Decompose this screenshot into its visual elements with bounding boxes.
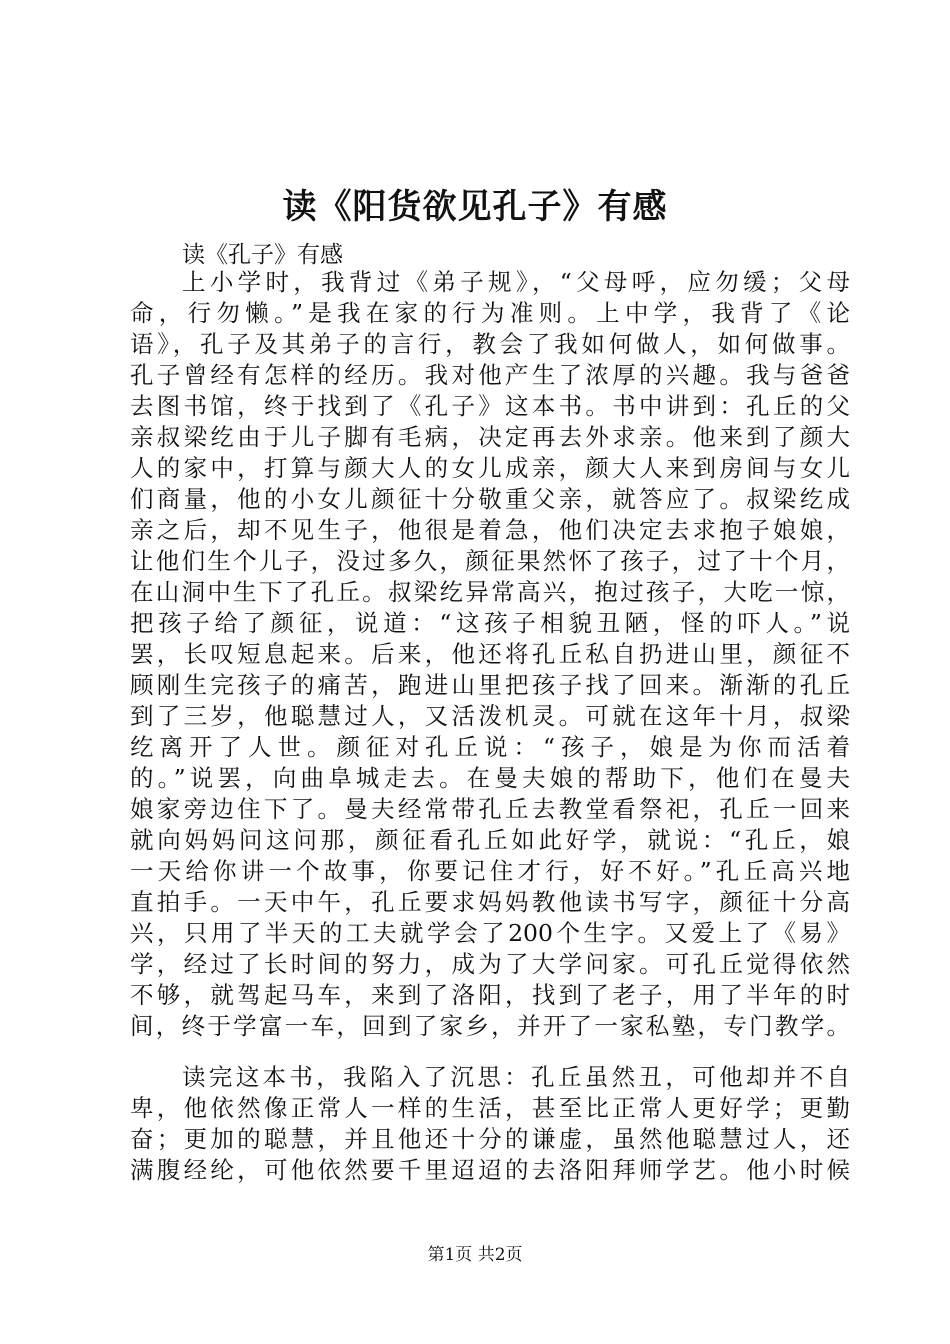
text-line: 把孩子给了颜征，说道：“这孩子相貌丑陋，怪的吓人。”说	[130, 609, 850, 637]
text-line: 让他们生个儿子，没过多久，颜征果然怀了孩子，过了十个月，	[130, 547, 850, 575]
text-line: 顾刚生完孩子的痛苦，跑进山里把孩子找了回来。渐渐的孔丘	[130, 671, 850, 699]
text-line: 语》，孔子及其弟子的言行，教会了我如何做人，如何做事。	[130, 330, 850, 358]
text-line: 学，经过了长时间的努力，成为了大学问家。可孔丘觉得依然	[130, 950, 850, 978]
text-line: 亲叔梁纥由于儿子脚有毛病，决定再去外求亲。他来到了颜大	[130, 423, 850, 451]
text-line: 卑，他依然像正常人一样的生活，甚至比正常人更好学；更勤	[130, 1094, 850, 1122]
paragraph-2	[130, 1062, 850, 1186]
text-line: 在山洞中生下了孔丘。叔梁纥异常高兴，抱过孩子，大吃一惊，	[130, 578, 850, 606]
text-line: 人的家中，打算与颜大人的女儿成亲，颜大人来到房间与女儿	[130, 454, 850, 482]
document-title: 读《阳货欲见孔子》有感	[282, 187, 668, 227]
document-subtitle: 读《孔子》有感	[182, 242, 343, 268]
page-footer: 第1页 共2页	[427, 1245, 523, 1265]
text-line: 直拍手。一天中午，孔丘要求妈妈教他读书写字，颜征十分高	[130, 888, 850, 916]
text-line: 上小学时，我背过《弟子规》，“父母呼，应勿缓；父母	[182, 268, 850, 296]
text-line: 兴，只用了半天的工夫就学会了200个生字。又爱上了《易》	[130, 919, 850, 947]
text-line: 不够，就驾起马车，来到了洛阳，找到了老子，用了半年的时	[130, 981, 850, 1009]
text-line: 们商量，他的小女儿颜征十分敬重父亲，就答应了。叔梁纥成	[130, 485, 850, 513]
text-line: 命，行勿懒。”是我在家的行为准则。上中学，我背了《论	[130, 299, 850, 327]
text-line: 满腹经纶，可他依然要千里迢迢的去洛阳拜师学艺。他小时候	[130, 1156, 850, 1184]
text-line: 娘家旁边住下了。曼夫经常带孔丘去教堂看祭祀，孔丘一回来	[130, 795, 850, 823]
text-line: 去图书馆，终于找到了《孔子》这本书。书中讲到：孔丘的父	[130, 392, 850, 420]
text-line: 到了三岁，他聪慧过人，又活泼机灵。可就在这年十月，叔梁	[130, 702, 850, 730]
text-line: 罢，长叹短息起来。后来，他还将孔丘私自扔进山里，颜征不	[130, 640, 850, 668]
text-line: 的。”说罢，向曲阜城走去。在曼夫娘的帮助下，他们在曼夫	[130, 764, 850, 792]
text-line: 就向妈妈问这问那，颜征看孔丘如此好学，就说：“孔丘，娘	[130, 826, 850, 854]
text-line: 读完这本书，我陷入了沉思：孔丘虽然丑，可他却并不自	[182, 1063, 850, 1091]
text-line: 亲之后，却不见生子，他很是着急，他们决定去求抱子娘娘，	[130, 516, 850, 544]
text-line: 间，终于学富一车，回到了家乡，并开了一家私塾，专门教学。	[130, 1012, 850, 1040]
text-line: 纥离开了人世。颜征对孔丘说：“孩子，娘是为你而活着	[130, 733, 850, 761]
text-line: 孔子曾经有怎样的经历。我对他产生了浓厚的兴趣。我与爸爸	[130, 361, 850, 389]
text-line: 一天给你讲一个故事，你要记住才行，好不好。”孔丘高兴地	[130, 857, 850, 885]
text-line: 奋；更加的聪慧，并且他还十分的谦虚，虽然他聪慧过人，还	[130, 1125, 850, 1153]
paragraph-1	[130, 267, 850, 1042]
